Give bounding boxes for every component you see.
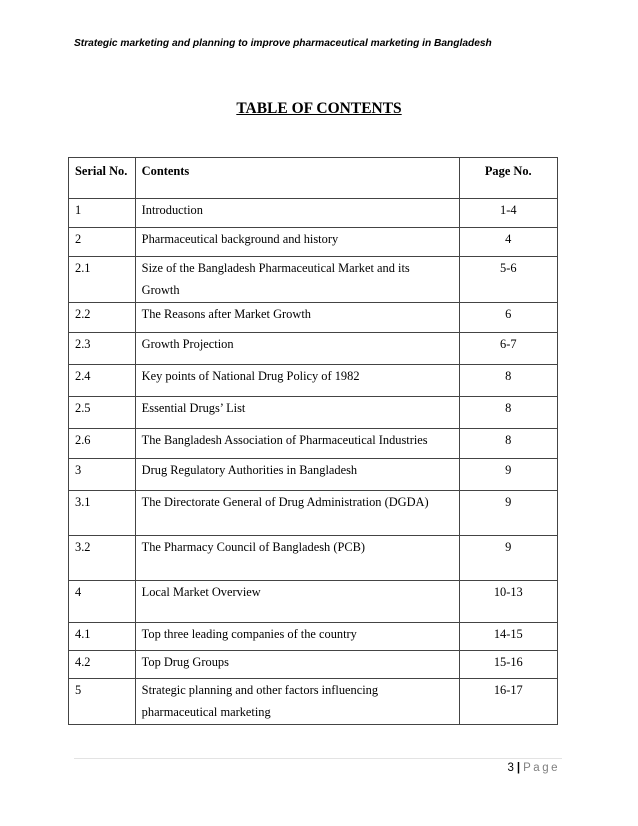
content-cell: Introduction <box>135 199 459 228</box>
serial-cell: 5 <box>69 679 136 725</box>
content-cell <box>135 679 459 725</box>
footer-divider <box>74 758 562 759</box>
table-row <box>69 303 558 333</box>
content-cell: Top Drug Groups <box>135 651 459 679</box>
serial-cell: 2.3 <box>69 333 136 365</box>
footer-separator: | <box>516 762 521 774</box>
content-cell: The Pharmacy Council of Bangladesh (PCB) <box>135 536 459 581</box>
serial-cell: 3.2 <box>69 536 136 581</box>
content-line: Size of the Bangladesh Pharmaceutical Market and its <box>141 261 410 275</box>
page-cell: 9 <box>459 536 557 581</box>
table-row <box>69 199 558 228</box>
serial-cell: 4.2 <box>69 651 136 679</box>
table-row <box>69 257 558 303</box>
table-row <box>69 679 558 725</box>
page-cell: 6 <box>459 303 557 333</box>
page-cell: 8 <box>459 397 557 429</box>
page-footer <box>508 762 560 774</box>
page-cell: 4 <box>459 228 557 257</box>
table-row <box>69 228 558 257</box>
content-line: pharmaceutical marketing <box>141 705 271 719</box>
toc-table <box>68 157 558 725</box>
page-cell: 8 <box>459 365 557 397</box>
page-cell: 8 <box>459 429 557 459</box>
table-header-row <box>69 158 558 199</box>
table-row <box>69 459 558 491</box>
page-label: Page <box>523 762 560 774</box>
contents-header: Contents <box>135 158 459 199</box>
page-cell: 15-16 <box>459 651 557 679</box>
page-number: 3 <box>507 762 514 774</box>
page-cell: 6-7 <box>459 333 557 365</box>
serial-cell: 4.1 <box>69 623 136 651</box>
content-cell: Key points of National Drug Policy of 1982 <box>135 365 459 397</box>
content-cell: The Bangladesh Association of Pharmaceutical Industries <box>135 429 459 459</box>
serial-cell: 2.6 <box>69 429 136 459</box>
serial-cell: 2.1 <box>69 257 136 303</box>
serial-cell: 2.4 <box>69 365 136 397</box>
serial-cell: 2 <box>69 228 136 257</box>
page-cell: 9 <box>459 459 557 491</box>
serial-cell: 1 <box>69 199 136 228</box>
serial-cell: 3.1 <box>69 491 136 536</box>
table-row <box>69 581 558 623</box>
content-cell: Drug Regulatory Authorities in Bangladesh <box>135 459 459 491</box>
page-cell: 14-15 <box>459 623 557 651</box>
page-cell: 1-4 <box>459 199 557 228</box>
content-cell: Local Market Overview <box>135 581 459 623</box>
page-cell: 9 <box>459 491 557 536</box>
content-cell: Essential Drugs’ List <box>135 397 459 429</box>
serial-cell: 4 <box>69 581 136 623</box>
table-row <box>69 651 558 679</box>
content-cell: Top three leading companies of the country <box>135 623 459 651</box>
page-cell: 16-17 <box>459 679 557 725</box>
page-cell: 10-13 <box>459 581 557 623</box>
content-cell: The Directorate General of Drug Administration (DGDA) <box>135 491 459 536</box>
content-cell: Growth Projection <box>135 333 459 365</box>
table-row <box>69 365 558 397</box>
page-header: Page No. <box>459 158 557 199</box>
serial-cell: 2.2 <box>69 303 136 333</box>
page-title: TABLE OF CONTENTS <box>236 100 402 117</box>
table-row <box>69 536 558 581</box>
table-row <box>69 397 558 429</box>
content-cell: Pharmaceutical background and history <box>135 228 459 257</box>
table-row <box>69 491 558 536</box>
table-row <box>69 429 558 459</box>
content-cell: The Reasons after Market Growth <box>135 303 459 333</box>
serial-cell: 3 <box>69 459 136 491</box>
table-row <box>69 623 558 651</box>
serial-header: Serial No. <box>69 158 136 199</box>
page-cell: 5-6 <box>459 257 557 303</box>
content-line: Strategic planning and other factors influencing <box>141 683 379 697</box>
table-row <box>69 333 558 365</box>
running-header: Strategic marketing and planning to improve pharmaceutical marketing in Bangladesh <box>74 38 492 49</box>
content-line: Growth <box>141 283 180 297</box>
content-cell <box>135 257 459 303</box>
serial-cell: 2.5 <box>69 397 136 429</box>
